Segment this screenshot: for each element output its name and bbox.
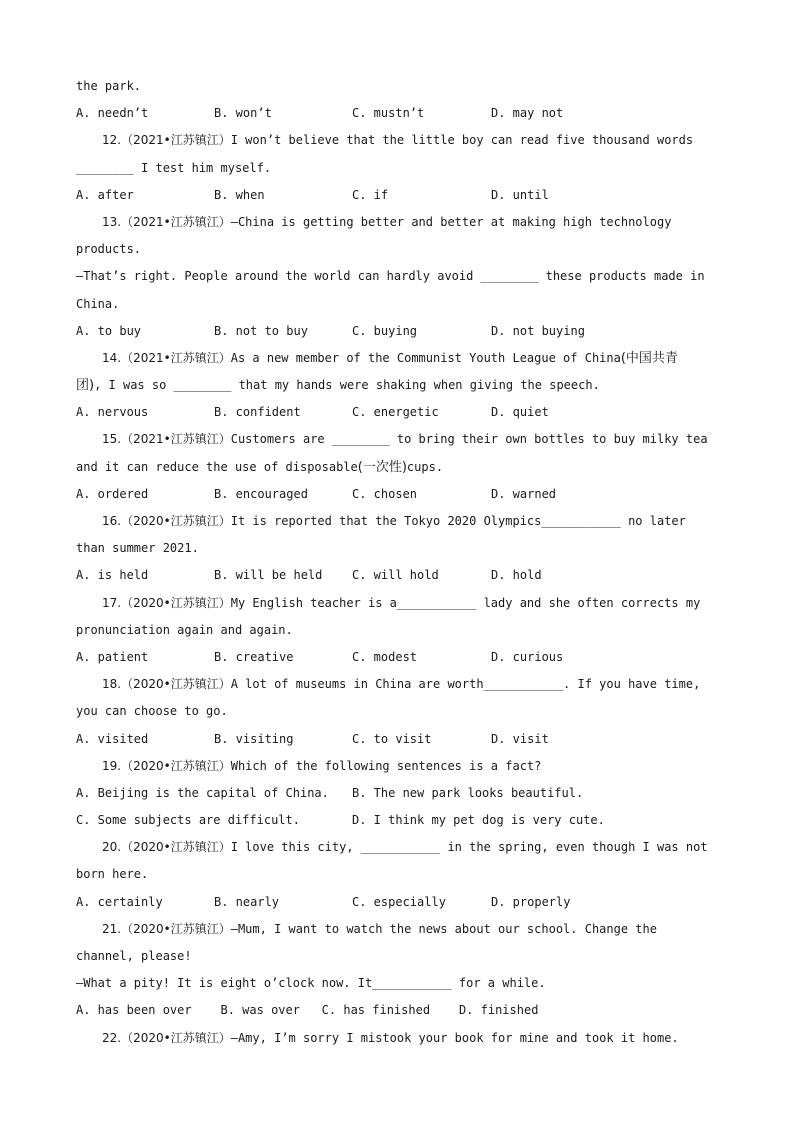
q22-text-1: —Amy, I’m sorry I mistook your book for mine and took it home. [230, 1030, 679, 1045]
q13-text-2: products. [76, 242, 142, 257]
q20-option-d[interactable]: D. properly [491, 894, 571, 909]
q12-text-2: ________ I test him myself. [76, 160, 272, 175]
q16-option-b[interactable]: B. will be held [214, 568, 323, 583]
question-number: 20. [102, 840, 122, 855]
q17-text-1: My English teacher is a___________ lady and she often corrects my [230, 595, 701, 610]
q12-option-c[interactable]: C. if [352, 187, 389, 202]
q19-option-b[interactable]: B. The new park looks beautiful. [352, 785, 584, 800]
question-number: 14. [102, 350, 122, 365]
q20-text-1: I love this city, ___________ in the spring, even though I was not [230, 840, 708, 855]
q19-option-a[interactable]: A. Beijing is the capital of China. [76, 785, 329, 800]
q16-stem [76, 508, 716, 535]
q15-chinese-gloss: (一次性) [357, 459, 407, 475]
q15-option-d[interactable]: D. warned [491, 486, 557, 501]
question-source: （2021•江苏镇江） [121, 350, 231, 365]
q22-stem [76, 1025, 716, 1052]
q11-option-d[interactable]: D. may not [491, 106, 564, 121]
q20-option-b[interactable]: B. nearly [214, 894, 280, 909]
q12-text-1: I won’t believe that the little boy can read five thousand words [230, 133, 694, 148]
q13-option-c[interactable]: C. buying [352, 323, 418, 338]
q21-option-a[interactable]: A. has been over [76, 1003, 192, 1018]
q13-text-4: China. [76, 296, 120, 311]
exam-page [76, 73, 716, 1052]
q21-option-c[interactable]: C. has finished [321, 1003, 431, 1018]
q21-options [76, 997, 716, 1024]
q21-text-2: channel, please! [76, 949, 192, 963]
q15-text-2 [76, 454, 716, 481]
question-number: 15. [102, 432, 122, 447]
q17-stem [76, 590, 716, 617]
q14-chinese-gloss-2: 团) [76, 378, 95, 394]
q18-options [76, 726, 716, 753]
q11-option-b[interactable]: B. won’t [214, 106, 272, 121]
question-source: （2021•江苏镇江） [121, 432, 231, 447]
q20-options [76, 889, 716, 916]
q17-option-b[interactable]: B. creative [214, 649, 294, 664]
q21-stem [76, 916, 716, 943]
q15-option-c[interactable]: C. chosen [352, 486, 418, 501]
question-number: 21. [102, 921, 122, 936]
q16-option-a[interactable]: A. is held [76, 568, 149, 583]
q21-option-d[interactable]: D. finished [458, 1003, 539, 1018]
q18-option-d[interactable]: D. visit [491, 731, 549, 746]
q19-option-c[interactable]: C. Some subjects are difficult. [76, 813, 300, 828]
question-number: 12. [102, 133, 122, 148]
q18-text-1: A lot of museums in China are worth___________. If you have time, [230, 677, 701, 692]
q15-text-2b: cups. [406, 459, 444, 474]
question-number: 19. [102, 758, 122, 773]
q12-option-a[interactable]: A. after [76, 187, 134, 202]
q14-text-2b: , I was so ________ that my hands were shaking when giving the speech. [94, 378, 600, 393]
question-source: （2020•江苏镇江） [121, 1030, 231, 1045]
q15-options [76, 481, 716, 508]
question-number: 16. [102, 514, 122, 528]
q14-stem [76, 345, 716, 372]
q21-text-3: —What a pity! It is eight o’clock now. It___________ for a while. [76, 976, 546, 991]
q12-option-b[interactable]: B. when [214, 187, 265, 202]
q20-stem [76, 834, 716, 861]
q16-option-c[interactable]: C. will hold [352, 568, 439, 583]
q16-options [76, 562, 716, 589]
q14-option-b[interactable]: B. confident [214, 405, 301, 420]
q13-option-a[interactable]: A. to buy [76, 323, 142, 338]
question-number: 13. [102, 214, 122, 229]
q15-option-a[interactable]: A. ordered [76, 486, 149, 501]
question-number: 18. [102, 677, 122, 692]
q20-option-a[interactable]: A. certainly [76, 894, 163, 909]
q17-options [76, 644, 716, 671]
q15-stem [76, 426, 716, 453]
q14-option-a[interactable]: A. nervous [76, 405, 149, 420]
question-source: （2021•江苏镇江） [121, 214, 231, 229]
q16-text-1: It is reported that the Tokyo 2020 Olympics___________ no later [230, 514, 686, 528]
q14-text-1: As a new member of the Communist Youth League of China [230, 350, 621, 365]
q18-option-a[interactable]: A. visited [76, 731, 149, 746]
q13-stem [76, 209, 716, 236]
q17-option-d[interactable]: D. curious [491, 649, 564, 664]
q19-text-1: Which of the following sentences is a fact? [230, 758, 542, 773]
q11-option-c[interactable]: C. mustn’t [352, 106, 425, 121]
q18-option-b[interactable]: B. visiting [214, 731, 294, 746]
q12-option-d[interactable]: D. until [491, 187, 549, 202]
q12-options [76, 182, 716, 209]
question-source: （2020•江苏镇江） [121, 595, 231, 610]
q21-text-1: —Mum, I want to watch the news about our school. Change the [230, 921, 657, 936]
q14-text-2 [76, 372, 716, 399]
q20-option-c[interactable]: C. especially [352, 894, 446, 909]
q13-option-b[interactable]: B. not to buy [214, 323, 308, 338]
q16-text-2: than summer 2021. [76, 541, 199, 556]
q13-options [76, 318, 716, 345]
q11-stem-tail: the park. [76, 79, 142, 93]
q17-text-2: pronunciation again and again. [76, 622, 293, 637]
question-source: （2020•江苏镇江） [121, 921, 231, 936]
q12-stem [76, 127, 716, 154]
q19-options-row-2 [76, 807, 716, 834]
q11-option-a[interactable]: A. needn’t [76, 106, 149, 121]
q14-option-d[interactable]: D. quiet [491, 405, 549, 420]
q19-stem [76, 753, 716, 780]
q17-option-c[interactable]: C. modest [352, 649, 418, 664]
q21-option-b[interactable]: B. was over [220, 1003, 300, 1018]
q18-option-c[interactable]: C. to visit [352, 731, 432, 746]
q11-options [76, 100, 716, 127]
q19-option-d[interactable]: D. I think my pet dog is very cute. [352, 813, 605, 828]
q18-text-2: you can choose to go. [76, 704, 228, 719]
q13-option-d[interactable]: D. not buying [491, 323, 585, 338]
q14-options [76, 399, 716, 426]
question-source: （2020•江苏镇江） [121, 840, 231, 855]
question-source: （2021•江苏镇江） [121, 133, 231, 148]
q19-options-row-1 [76, 780, 716, 807]
q13-text-1: —China is getting better and better at making high technology [230, 214, 672, 229]
question-number: 17. [102, 595, 122, 610]
question-source: （2020•江苏镇江） [121, 758, 231, 773]
q13-text-3: —That’s right. People around the world can hardly avoid ________ these products made in [76, 269, 705, 284]
question-source: （2020•江苏镇江） [121, 677, 231, 692]
q15-option-b[interactable]: B. encouraged [214, 486, 308, 501]
q16-option-d[interactable]: D. hold [491, 568, 542, 583]
q14-option-c[interactable]: C. energetic [352, 405, 439, 420]
q18-stem [76, 671, 716, 698]
q14-chinese-gloss-1: (中国共青 [620, 350, 678, 366]
q20-text-2: born here. [76, 867, 149, 882]
question-source: （2020•江苏镇江） [121, 514, 231, 528]
q15-text-2a: and it can reduce the use of disposable [76, 459, 358, 474]
q15-text-1: Customers are ________ to bring their own bottles to buy milky tea [230, 432, 708, 447]
question-number: 22. [102, 1030, 122, 1045]
q17-option-a[interactable]: A. patient [76, 649, 149, 664]
